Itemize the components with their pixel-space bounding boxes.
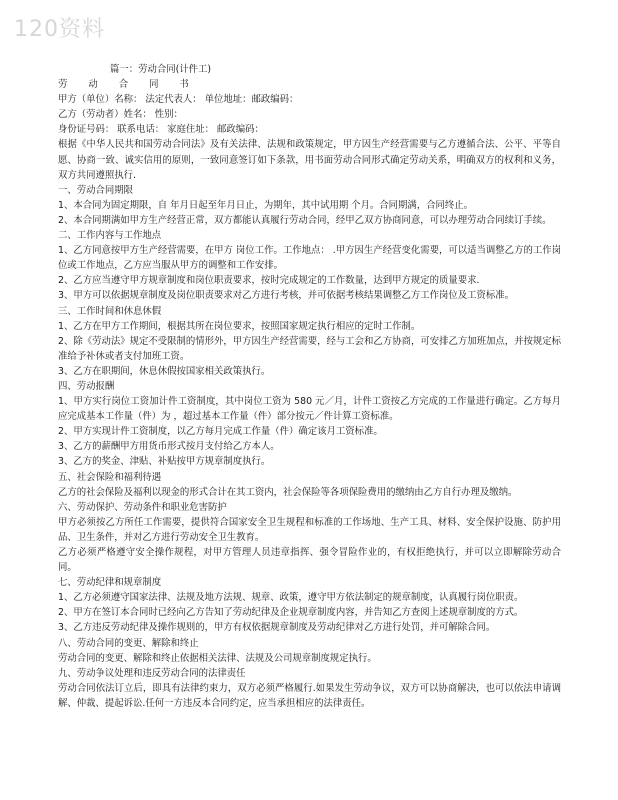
document-line: 1、本合同为固定期限，自 年月日起至年月日止，为期年，其中试用期 个月。合同期满，合同终止。 [58, 199, 474, 211]
document-line: 3、乙方的薪酬甲方用货币形式按月支付给乙方本人。 [58, 441, 280, 453]
document-line: 3、乙方的奖金、津贴、补贴按甲方规章制度执行。 [58, 456, 271, 468]
document-line: 劳动合同依法订立后，即具有法律约束力，双方必须严格履行.如果发生劳动争议，双方可以协商解决，也可以依法申请调解、仲裁、提起诉讼.任何一方违反本合同约定，应当承担相应的法律责任。 [58, 682, 561, 709]
document-line: 甲方（单位）名称： 法定代表人： 单位地址：邮政编码： [58, 94, 299, 106]
document-line: 1、乙方在甲方工作期间，根据其所在岗位要求，按照国家规定执行相应的定时工作制。 [58, 320, 421, 332]
document-line: 根据《中华人民共和国劳动合同法》及有关法律、法规和政策规定，甲方因生产经营需要与乙方遵循合法、公平、平等自愿、协商一致、诚实信用的原则，一致同意签订如下条款，用书面劳动合同形式确定劳动关系，明确双方的权利和义务，双方共同遵照执行. [58, 139, 561, 181]
document-line: 2、除《劳动法》规定不受限制的情形外，甲方因生产经营需要，经与工会和乙方协商，可安排乙方加班加点，并按规定标准给予补休或者支付加班工资。 [58, 335, 561, 362]
document-line: 劳动合同的变更、解除和终止依据相关法律、法规及公司规章制度规定执行。 [58, 652, 377, 664]
document-line: 甲方必须按乙方所任工作需要，提供符合国家安全卫生规程和标准的工作场地、生产工具、材料、安全保护设施、防护用品、卫生条件，并对乙方进行劳动安全卫生教育。 [58, 516, 561, 543]
document-line: 二、工作内容与工作地点 [58, 230, 162, 242]
document-line: 3、乙方在职期间，休息休假按国家相关政策执行。 [58, 365, 271, 377]
document-lines [58, 92, 561, 711]
document-line: 2、甲方在签订本合同时已经向乙方告知了劳动纪律及企业规章制度内容，并告知乙方查阅上述规章制度的方式。 [58, 607, 524, 619]
document-line: 2、甲方实现计件工资制度，以乙方每月完成工作量（件）确定该月工资标准。 [58, 426, 383, 438]
document-line: 1、乙方同意按甲方生产经营需要，在甲方 岗位工作。工作地点： .甲方因生产经营变化需要，可以适当调整乙方的工作岗位或工作地点，乙方应当服从甲方的调整和工作安排。 [58, 245, 561, 272]
document-line: 六、劳动保护、劳动条件和职业危害防护 [58, 501, 227, 513]
document-line: 九、劳动争议处理和违反劳动合同的法律责任 [58, 667, 246, 679]
document-line: 乙方（劳动者）姓名： 性别： [58, 109, 183, 121]
document-line: 2、本合同期满如甲方生产经营正常，双方都能认真履行劳动合同，经甲乙双方协商同意，可以办理劳动合同续订手续。 [58, 214, 552, 226]
document-heading: 篇一：劳动合同(计件工) [110, 64, 212, 75]
document-line: 乙方必须严格遵守安全操作规程，对甲方管理人员违章指挥、强令冒险作业的，有权拒绝执行，并可以立即解除劳动合同。 [58, 547, 561, 574]
watermark: 120资料 [14, 17, 105, 42]
document-line: 1、乙方必须遵守国家法律、法规及地方法规、规章、政策，遵守甲方依法制定的规章制度，认真履行岗位职责。 [58, 592, 524, 604]
document-line: 五、社会保险和福利待遇 [58, 471, 162, 483]
document-line: 3、甲方可以依据规章制度及岗位职责要求对乙方进行考核，并可依据考核结果调整乙方工作岗位及工资标准。 [58, 290, 514, 302]
document-line: 三、工作时间和休息休假 [58, 305, 162, 317]
document-line: 一、劳动合同期限 [58, 184, 134, 196]
document-line: 乙方的社会保险及福利以现金的形式合计在其工资内，社会保险等各项保险费用的缴纳由乙方自行办理及缴纳。 [58, 486, 518, 498]
document-line: 八、劳动合同的变更、解除和终止 [58, 637, 199, 649]
document-body [58, 62, 561, 711]
document-line: 2、乙方应当遵守甲方规章制度和岗位职责要求，按时完成规定的工作数量，达到甲方规定的质量要求. [58, 275, 480, 287]
document-line: 身份证号码： 联系电话： 家庭住址： 邮政编码： [58, 124, 264, 136]
document-line: 3、乙方违反劳动纪律及操作规则的，甲方有权依据规章制度及劳动纪律对乙方进行处罚，并可解除合同。 [58, 622, 496, 634]
document-subheading: 劳 动 合 同 书 [58, 79, 198, 91]
document-line: 1、甲方实行岗位工资加计件工资制度，其中岗位工资为 580 元／月，计件工资按乙方完成的工作量进行确定。乙方每月应完成基本工作量（件）为 ，超过基本工作量（件）部分按元／件计算工资标准。 [58, 396, 561, 423]
document-line: 七、劳动纪律和规章制度 [58, 577, 162, 589]
document-line: 四、劳动报酬 [58, 380, 115, 392]
